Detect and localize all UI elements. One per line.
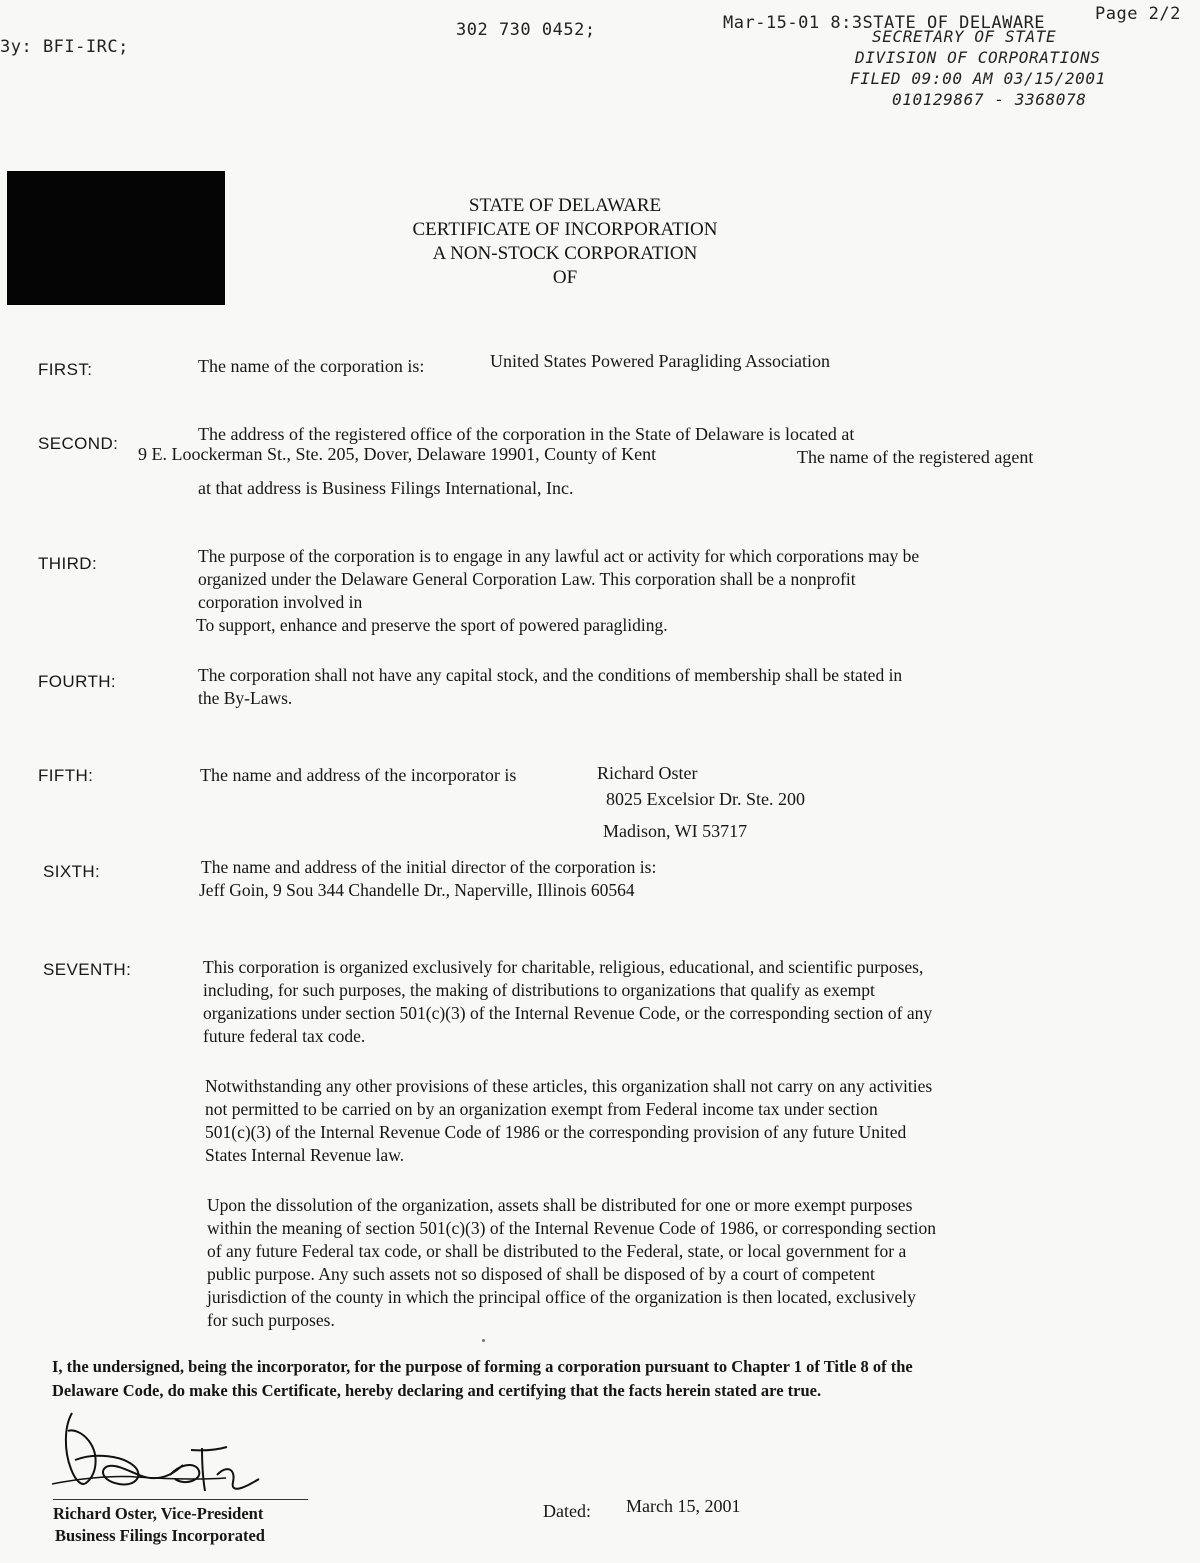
- article-sixth-label: SIXTH:: [43, 862, 101, 881]
- fax-phone: 302 730 0452;: [456, 20, 596, 40]
- article-seventh-p1-line-4: future federal tax code.: [203, 1026, 366, 1046]
- stamp-line-2: DIVISION OF CORPORATIONS: [855, 48, 1101, 67]
- corporation-name: United States Powered Paragliding Association: [490, 351, 830, 371]
- article-third-line-1: The purpose of the corporation is to engage in any lawful act or activity for which corporations may be: [198, 546, 920, 566]
- declaration-line-1: I, the undersigned, being the incorporator, for the purpose of forming a corporation pursuant to Chapter 1 of Title 8 of the: [52, 1357, 913, 1376]
- article-second-line-2-right: The name of the registered agent: [797, 447, 1034, 467]
- incorporator-address-1: 8025 Excelsior Dr. Ste. 200: [606, 789, 805, 809]
- stamp-line-4: 010129867 - 3368078: [892, 90, 1087, 109]
- article-seventh-p1-line-1: This corporation is organized exclusively for charitable, religious, educational, and scientific purposes,: [203, 957, 924, 977]
- article-second-line-3: at that address is Business Filings International, Inc.: [198, 478, 574, 498]
- dated-label: Dated:: [543, 1501, 591, 1521]
- article-third-line-2: organized under the Delaware General Corporation Law. This corporation shall be a nonprofit: [198, 569, 856, 589]
- article-third-text: [198, 545, 919, 637]
- redaction-block: [7, 171, 225, 305]
- certificate-title: [360, 194, 770, 290]
- article-seventh-paragraph-3: [207, 1194, 936, 1332]
- article-first-text: The name of the corporation is:: [198, 356, 425, 376]
- article-seventh-p3-line-4: public purpose. Any such assets not so disposed of shall be disposed of by a court of competent: [207, 1264, 875, 1284]
- filing-stamp: [850, 4, 1106, 110]
- article-fourth-text: [198, 664, 902, 710]
- article-third-label: THIRD:: [38, 554, 98, 573]
- article-second-label: SECOND:: [38, 434, 119, 453]
- article-fourth-line-1: The corporation shall not have any capital stock, and the conditions of membership shall be stated in: [198, 665, 903, 685]
- article-third-line-4: To support, enhance and preserve the sport of powered paragliding.: [196, 615, 668, 635]
- incorporator-address-2: Madison, WI 53717: [603, 821, 748, 841]
- article-fourth-label: FOURTH:: [38, 672, 117, 691]
- article-seventh-paragraph-1: [203, 956, 932, 1048]
- article-sixth-line-1: The name and address of the initial director of the corporation is:: [201, 857, 657, 877]
- fax-date-time: Mar-15-01 8:3STATE OF DELAWARE: [723, 13, 1046, 33]
- incorporator-name: Richard Oster: [597, 763, 698, 783]
- title-line-4: OF: [552, 267, 578, 288]
- title-line-1: STATE OF DELAWARE: [468, 195, 662, 216]
- handwritten-signature: [52, 1393, 307, 1511]
- article-fifth-text: The name and address of the incorporator is: [200, 765, 517, 785]
- scan-mark: [482, 1339, 485, 1342]
- article-sixth-line-2: Jeff Goin, 9 Sou 344 Chandelle Dr., Naperville, Illinois 60564: [199, 880, 635, 900]
- article-seventh-p2-line-4: States Internal Revenue law.: [205, 1145, 405, 1165]
- article-seventh-p1-line-2: including, for such purposes, the making of distributions to organizations that qualify as exempt: [203, 980, 875, 1000]
- article-seventh-p3-line-1: Upon the dissolution of the organization, assets shall be distributed for one or more exempt purposes: [207, 1195, 913, 1215]
- certificate-date: March 15, 2001: [626, 1496, 741, 1516]
- article-seventh-p3-line-2: within the meaning of section 501(c)(3) of the Internal Revenue Code of 1986, or corresponding section: [207, 1218, 936, 1238]
- article-fourth-line-2: the By-Laws.: [198, 688, 293, 708]
- stamp-line-1: SECRETARY OF STATE: [872, 27, 1057, 46]
- signer-name-title: Richard Oster, Vice-President: [53, 1504, 264, 1523]
- fax-sender: 3y: BFI-IRC;: [0, 37, 129, 57]
- declaration-line-2: Delaware Code, do make this Certificate, hereby declaring and certifying that the facts herein stated are true.: [52, 1381, 822, 1400]
- article-third-line-3: corporation involved in: [198, 592, 363, 612]
- article-fifth-label: FIFTH:: [38, 766, 94, 785]
- article-seventh-label: SEVENTH:: [43, 960, 132, 979]
- article-first-label: FIRST:: [38, 360, 93, 379]
- article-seventh-paragraph-2: [205, 1075, 932, 1167]
- article-sixth-text: [201, 856, 656, 902]
- article-seventh-p3-line-5: jurisdiction of the county in which the principal office of the organization is then located, exclusively: [207, 1287, 916, 1307]
- article-seventh-p3-line-6: for such purposes.: [207, 1310, 335, 1330]
- signer-company: Business Filings Incorporated: [55, 1526, 265, 1545]
- article-seventh-p3-line-3: of any future Federal tax code, or shall be distributed to the Federal, state, or local government for a: [207, 1241, 907, 1261]
- article-second-line-2: 9 E. Loockerman St., Ste. 205, Dover, Delaware 19901, County of Kent: [138, 444, 657, 464]
- article-seventh-p1-line-3: organizations under section 501(c)(3) of the Internal Revenue Code, or the corresponding section of any: [203, 1003, 933, 1023]
- stamp-line-3: FILED 09:00 AM 03/15/2001: [850, 69, 1106, 88]
- title-line-2: CERTIFICATE OF INCORPORATION: [412, 219, 718, 240]
- article-seventh-p2-line-1: Notwithstanding any other provisions of these articles, this organization shall not carry on any activities: [205, 1076, 933, 1096]
- fax-page-number: Page 2/2: [1095, 4, 1181, 24]
- article-seventh-p2-line-3: 501(c)(3) of the Internal Revenue Code of 1986 or the corresponding provision of any future United: [205, 1122, 907, 1142]
- title-line-3: A NON-STOCK CORPORATION: [432, 243, 698, 264]
- article-second-line-1: The address of the registered office of the corporation in the State of Delaware is located at: [198, 424, 855, 444]
- article-seventh-p2-line-2: not permitted to be carried on by an organization exempt from Federal income tax under section: [205, 1099, 878, 1119]
- signature-line: [53, 1499, 308, 1500]
